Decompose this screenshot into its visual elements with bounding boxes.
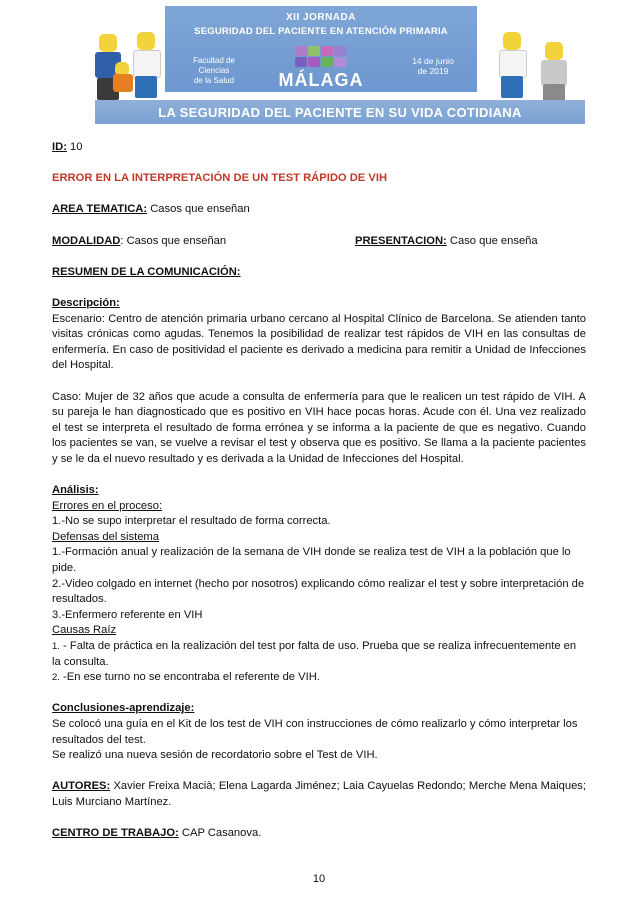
causas-item-2 — [52, 670, 586, 686]
banner-tagline-panel — [95, 100, 585, 124]
causas-item-1-text: - Falta de práctica en la realización del test por falta de uso. Prueba que se realiza infrecuentemente en la consulta. — [52, 640, 577, 668]
conclusiones-line-2: Se realizó una nueva sesión de recordatorio sobre el Test de VIH. — [52, 749, 378, 762]
area-label: AREA TEMATICA: — [52, 203, 148, 216]
banner-city: MÁLAGA — [278, 70, 364, 90]
defensas-label: Defensas del sistema — [52, 530, 159, 543]
lego-figures-right-image — [485, 28, 580, 108]
resumen-label: RESUMEN DE LA COMUNICACIÓN: — [52, 265, 241, 278]
modalidad-label: MODALIDAD — [52, 234, 121, 247]
defensas-item-2: 2.-Video colgado en internet (hecho por nosotros) explicando cómo realizar el test y sobre interpretación de resultados. — [52, 577, 585, 606]
presentacion-value: Caso que enseña — [446, 234, 538, 247]
banner-title-line1: XII JORNADA — [286, 12, 356, 23]
descripcion-label: Descripción: — [52, 296, 120, 309]
banner-date-line2: de 2019 — [417, 66, 449, 76]
modalidad-value: : Casos que enseñan — [120, 234, 227, 247]
id-line — [52, 140, 586, 156]
banner-date-line1: 14 de junio — [412, 56, 454, 66]
centro-line — [52, 826, 586, 842]
university-logo-icon — [295, 46, 347, 68]
causas-item-2-number: 2. — [52, 672, 60, 684]
id-label: ID: — [52, 141, 67, 153]
banner-title-line2: SEGURIDAD DEL PACIENTE EN ATENCIÓN PRIMARIA — [194, 26, 448, 37]
defensas-item-1: 1.-Formación anual y realización de la semana de VIH donde se realiza test de VIH a la población que lo pide. — [52, 546, 571, 575]
banner-tagline: LA SEGURIDAD DEL PACIENTE EN SU VIDA COTIDIANA — [158, 105, 522, 120]
descripcion-paragraph-1: Escenario: Centro de atención primaria urbano cercano al Hospital Clínico de Barcelona. Se atienden tanto visitas crónicas como agudas. Tenemos la posibilidad de realizar test rápidos de VIH en las consultas de enfermería. En caso de positividad el paciente es derivado a medicina para remitir a Unidad de Infecciones del Hospital. — [52, 312, 586, 372]
banner-faculty-line2: de la Salud — [193, 76, 235, 85]
autores-label: AUTORES: — [52, 780, 111, 793]
page-number: 10 — [312, 873, 326, 885]
modalidad-presentacion-line — [52, 234, 586, 250]
banner-title-panel — [165, 6, 477, 92]
document-title: ERROR EN LA INTERPRETACIÓN DE UN TEST RÁPIDO DE VIH — [52, 172, 388, 185]
causas-item-2-text: -En ese turno no se encontraba el referente de VIH. — [59, 671, 320, 684]
centro-label: CENTRO DE TRABAJO: — [52, 827, 179, 840]
descripcion-paragraph-2: Caso: Mujer de 32 años que acude a consulta de enfermería para que le realicen un test rápido de VIH. A su pareja le han diagnosticado que es positivo en VIH hace pocas horas. Acude con él. Una vez realizado el test se interpreta el resultado de forma errónea y se informa a la paciente de que es negativo. Cuando los pacientes se van, se vuelve a revisar el test y observa que es positivo. Se llama a la paciente pacientes y se le da el nuevo resultado y es derivada a la Unidad de Infecciones del Hospital. — [52, 390, 586, 465]
causas-label: Causas Raíz — [52, 624, 117, 637]
errores-item-1: 1.-No se supo interpretar el resultado de forma correcta. — [52, 515, 331, 528]
conclusiones-line-1: Se colocó una guía en el Kit de los test de VIH con instrucciones de cómo realizarlo y cómo interpretar los resultados del test. — [52, 717, 578, 746]
area-value: Casos que enseñan — [147, 203, 250, 216]
analisis-label: Análisis: — [52, 484, 99, 497]
conclusiones-label: Conclusiones-aprendizaje: — [52, 702, 195, 715]
banner-faculty-line1: Facultad de Ciencias — [193, 56, 235, 75]
area-line — [52, 202, 586, 218]
centro-value: CAP Casanova. — [178, 827, 262, 840]
autores-value: Xavier Freixa Macià; Elena Lagarda Jiménez; Laia Cayuelas Redondo; Merche Mena Maiques; Luis Murciano Martínez. — [52, 780, 586, 808]
errores-label: Errores en el proceso: — [52, 499, 163, 512]
header-banner — [55, 6, 585, 130]
causas-item-1-number: 1. — [52, 641, 60, 652]
document-body — [52, 140, 586, 842]
presentacion-label: PRESENTACION: — [355, 234, 447, 247]
id-value: 10 — [66, 141, 83, 153]
causas-item-1 — [52, 639, 586, 670]
lego-figures-left-image — [85, 28, 175, 108]
defensas-item-3: 3.-Enfermero referente en VIH — [52, 608, 203, 621]
autores-line — [52, 779, 586, 810]
